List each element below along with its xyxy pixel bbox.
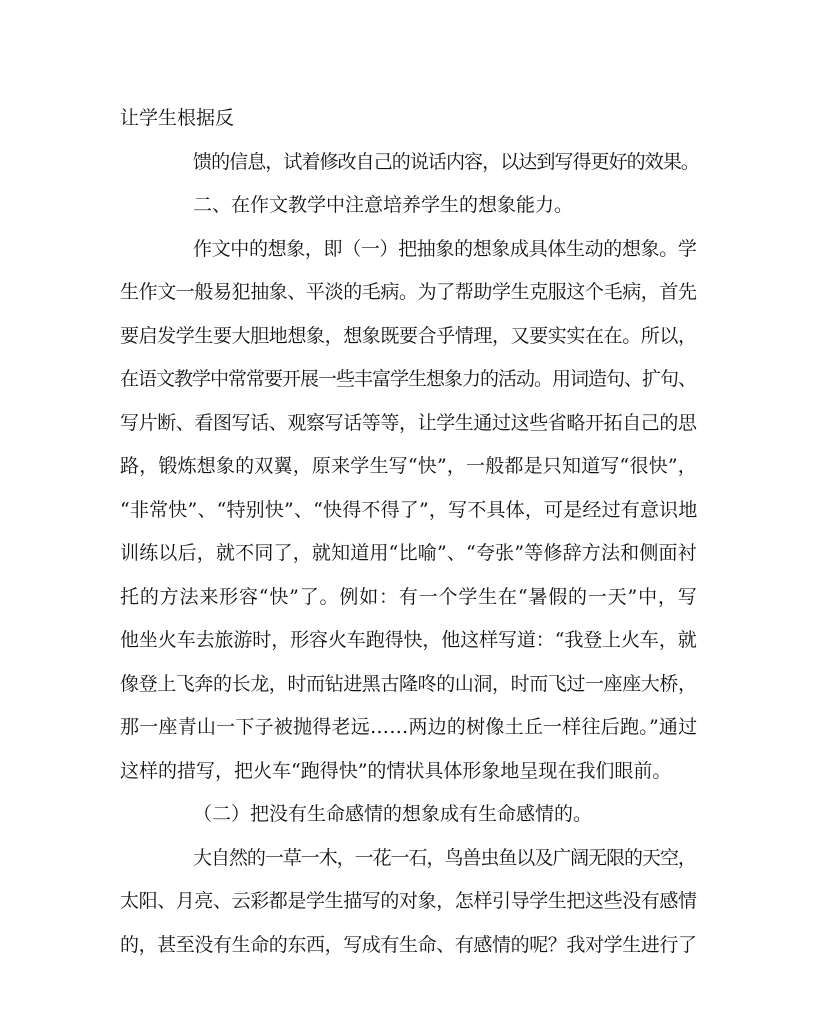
text-line-20: 的，甚至没有生命的东西，写成有生命、有感情的呢？我对学生进行了 — [120, 934, 697, 956]
text-line-1: 让学生根据反 — [120, 107, 235, 129]
subsection-heading: （二）把没有生命感情的想象成有生命感情的。 — [193, 803, 593, 825]
text-line-14: 像登上飞奔的长龙，时而钻进黑古隆咚的山洞，时而飞过一座座大桥， — [120, 673, 697, 695]
text-line-15: 那一座青山一下子被抛得老远……两边的树像土丘一样往后跑。”通过 — [120, 716, 698, 738]
text-line-18: 大自然的一草一木，一花一石，鸟兽虫鱼以及广阔无限的天空， — [193, 847, 696, 869]
text-line-16: 这样的措写，把火车“跑得快”的情状具体形象地呈现在我们眼前。 — [120, 760, 672, 782]
text-line-13: 他坐火车去旅游时，形容火车跑得快，他这样写道：“我登上火车，就 — [120, 629, 697, 651]
section-heading: 二、在作文教学中注意培养学生的想象能力。 — [193, 194, 574, 216]
text-line-6: 要启发学生要大胆地想象，想象既要合乎情理，又要实实在在。所以， — [120, 325, 697, 347]
text-line-10: “非常快”、“特别快”、“快得不得了”，写不具体，可是经过有意识地 — [120, 499, 698, 521]
text-line-4: 作文中的想象，即（一）把抽象的想象成具体生动的想象。学 — [193, 238, 697, 260]
text-line-12: 托的方法来形容“快”了。例如：有一个学生在“暑假的一天”中，写 — [120, 586, 698, 608]
text-line-9: 路，锻炼想象的双翼，原来学生写“快”，一般都是只知道写“很快”， — [120, 455, 697, 477]
text-line-11: 训练以后，就不同了，就知道用“比喻”、“夸张”等修辞方法和侧面衬 — [120, 542, 697, 564]
text-line-7: 在语文教学中常常要开展一些丰富学生想象力的活动。用词造句、扩句、 — [120, 368, 697, 390]
text-line-19: 太阳、月亮、云彩都是学生描写的对象，怎样引导学生把这些没有感情 — [120, 890, 697, 912]
text-line-2: 馈的信息，试着修改自己的说话内容，以达到写得更好的效果。 — [193, 151, 699, 173]
text-line-5: 生作文一般易犯抽象、平淡的毛病。为了帮助学生克服这个毛病，首先 — [120, 281, 697, 303]
text-line-8: 写片断、看图写话、观察写话等等，让学生通过这些省略开拓自己的思 — [120, 412, 697, 434]
